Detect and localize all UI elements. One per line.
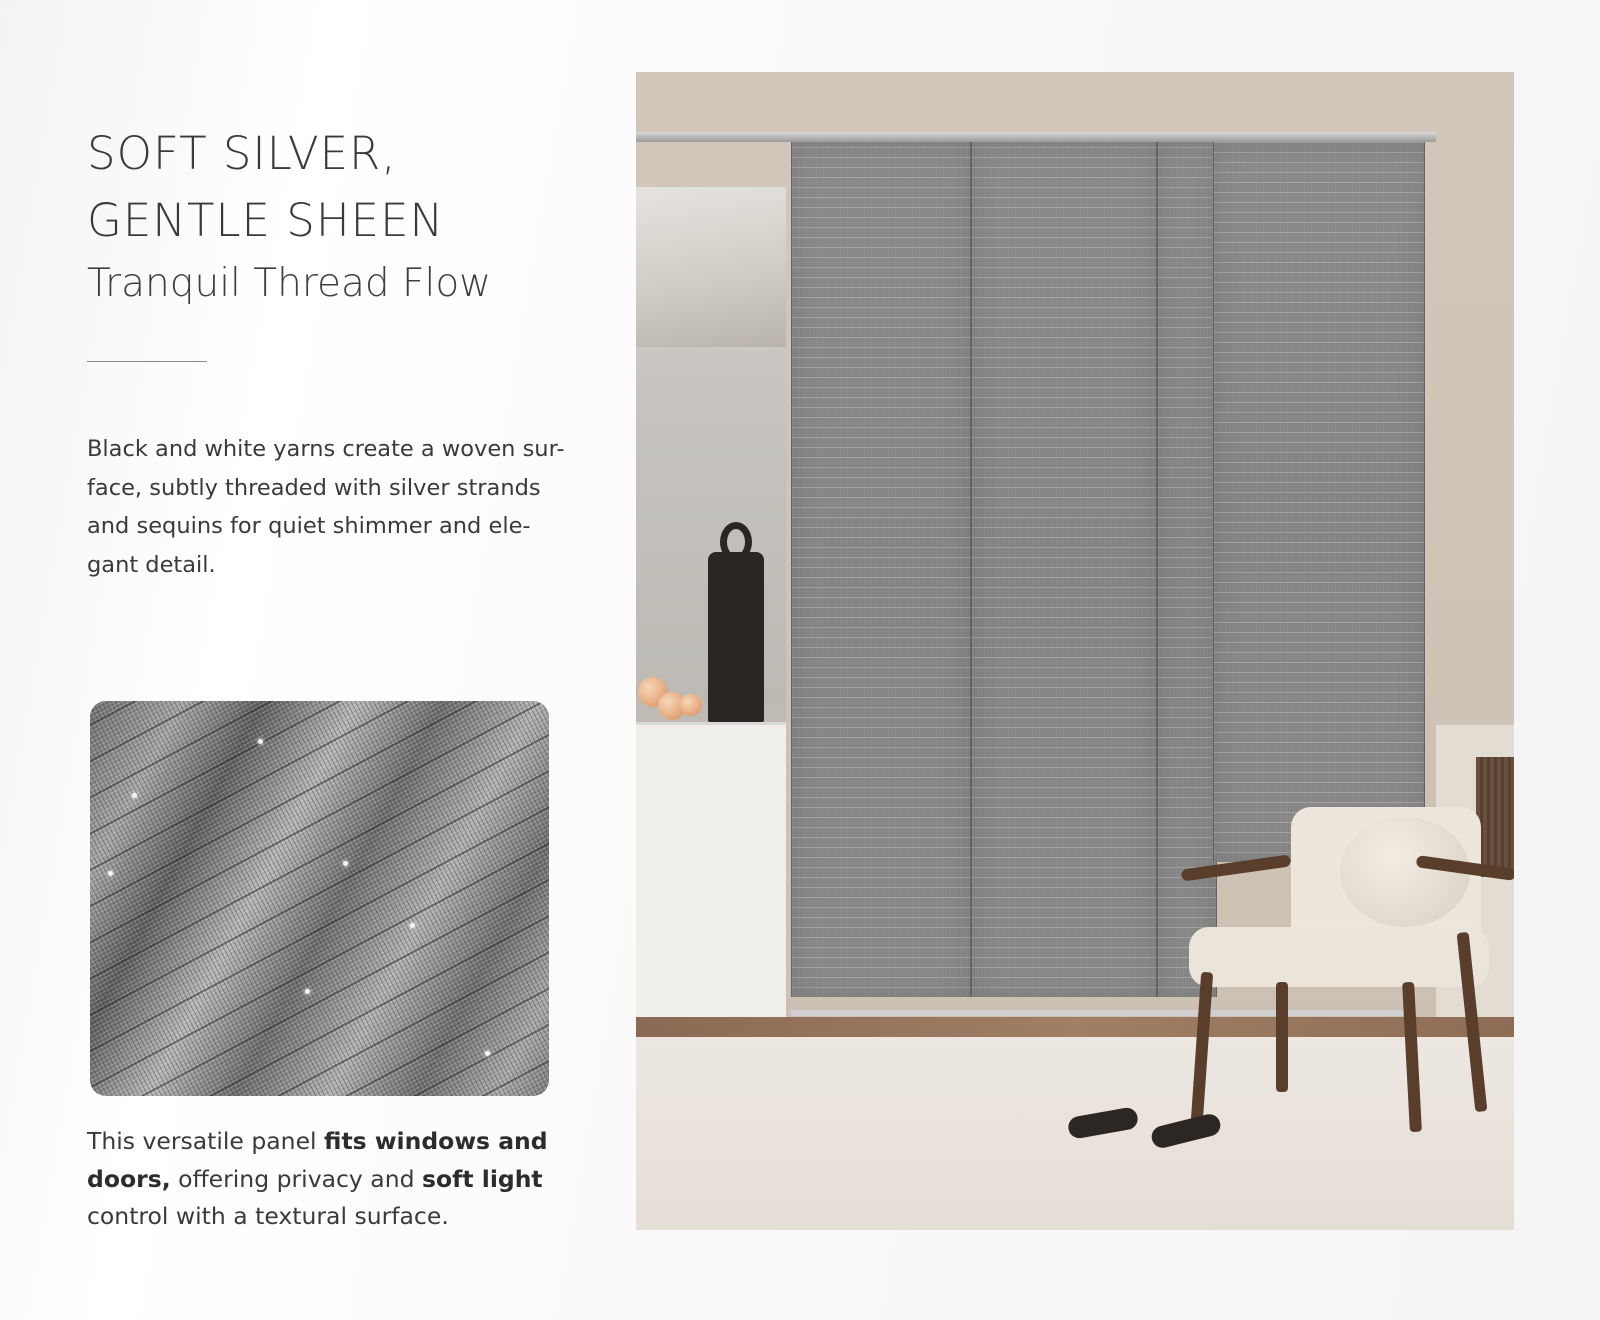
divider xyxy=(87,361,207,362)
sequin-sparkle xyxy=(132,793,137,798)
feature-highlight: soft light xyxy=(422,1164,543,1193)
feature-highlight: fits windows and xyxy=(324,1127,548,1155)
side-table xyxy=(1476,757,1514,877)
description-line: and sequins for quiet shimmer and ele- xyxy=(87,513,531,539)
fabric-panel xyxy=(791,142,971,997)
feature-line-2 xyxy=(87,1161,587,1199)
description-line: Black and white yarns create a woven sur- xyxy=(87,436,565,462)
sequin-sparkle xyxy=(305,989,310,994)
panel-bottom-bar xyxy=(791,1010,1411,1016)
feature-line-1 xyxy=(87,1123,587,1161)
sequin-sparkle xyxy=(410,923,415,928)
feature-text: offering privacy and xyxy=(170,1164,422,1193)
sequin-sparkle xyxy=(258,739,263,744)
fabric-closeup-image xyxy=(90,701,549,1096)
description-line: gant detail. xyxy=(87,551,216,578)
fabric-panel xyxy=(1213,142,1425,862)
kitchen-cabinet xyxy=(636,722,786,1025)
description-line: face, subtly threaded with silver strands xyxy=(87,474,541,501)
sequin-sparkle xyxy=(485,1051,490,1056)
fabric-stripes xyxy=(90,701,549,1096)
feature-line-3: control with a textural surface. xyxy=(87,1202,449,1230)
subtitle: Tranquil Thread Flow xyxy=(87,261,492,306)
fruit xyxy=(680,694,702,716)
sequin-sparkle xyxy=(108,871,113,876)
heading-block xyxy=(87,120,587,314)
fabric-panel xyxy=(971,142,1157,997)
room-panel-photo xyxy=(636,72,1514,1230)
description-paragraph xyxy=(87,430,577,584)
wood-floor xyxy=(636,1017,1514,1037)
title-line-1: SOFT SILVER, xyxy=(87,127,397,180)
feature-paragraph xyxy=(87,1123,587,1236)
feature-text: This versatile panel xyxy=(87,1127,325,1155)
cutting-board xyxy=(708,552,764,722)
doorway-ceiling xyxy=(636,187,786,347)
armchair-leg xyxy=(1276,982,1288,1092)
sequin-sparkle xyxy=(343,861,348,866)
armchair-seat xyxy=(1189,927,1489,987)
feature-highlight: doors, xyxy=(87,1164,171,1193)
panel-track-rail xyxy=(636,132,1436,142)
title-line-2: GENTLE SHEEN xyxy=(87,194,445,247)
